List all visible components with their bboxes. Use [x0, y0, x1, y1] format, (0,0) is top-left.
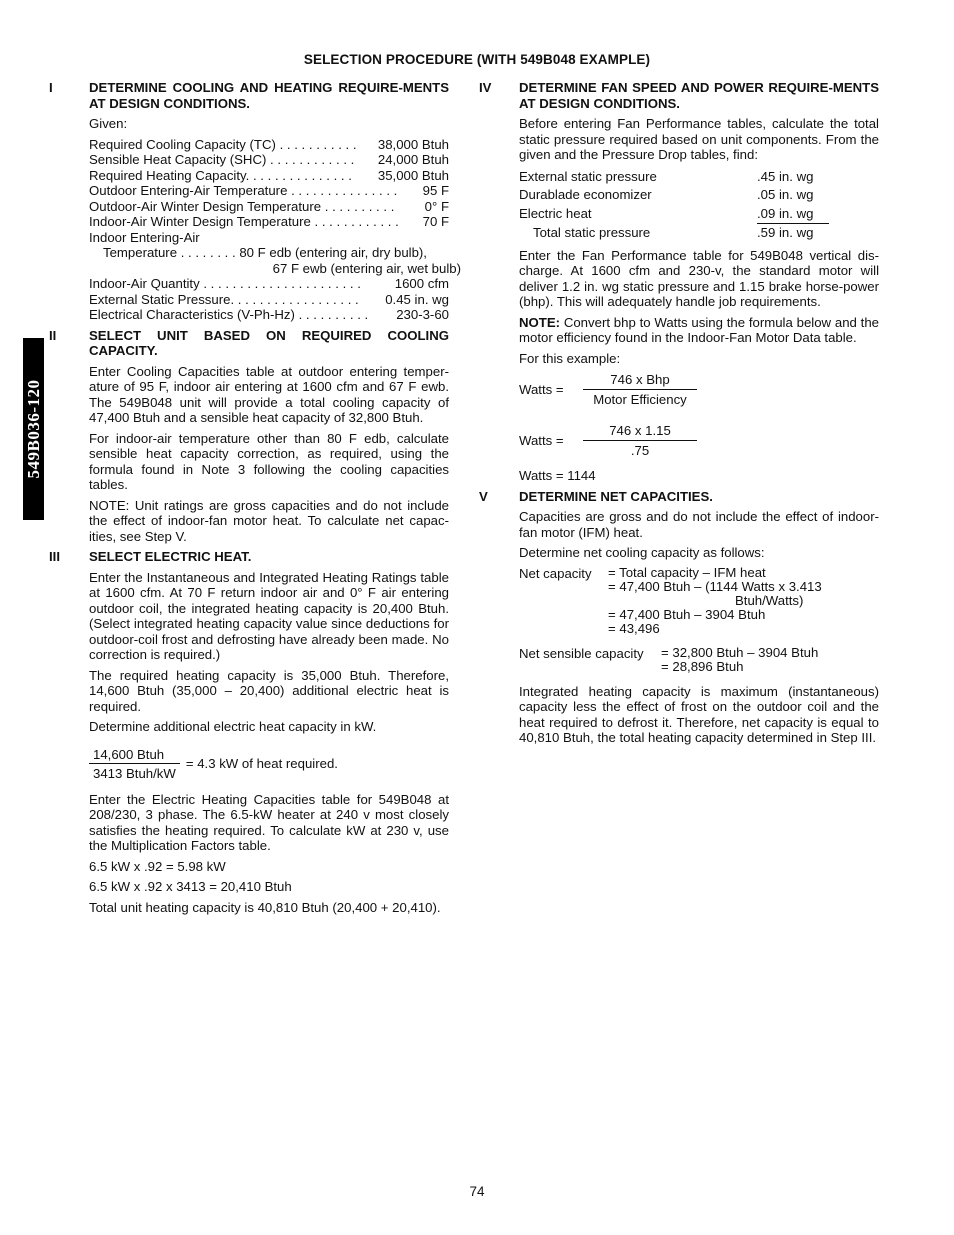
- table-row: [519, 205, 829, 224]
- note-text: Convert bhp to Watts using the formula below and the motor efficiency found in the Indoor-Fan Motor Data table.: [519, 314, 879, 345]
- formula-label: Watts =: [519, 381, 564, 397]
- section-number: III: [49, 549, 60, 564]
- section-title: DETERMINE NET CAPACITIES.: [519, 488, 713, 504]
- fraction: [89, 747, 180, 782]
- page-title: SELECTION PROCEDURE (WITH 549B048 EXAMPLE): [303, 52, 651, 67]
- given-item: Outdoor-Air Winter Design Temperature . . . . . . . . . . 0° F: [89, 198, 449, 214]
- paragraph: Enter the Instantaneous and Integrated Heating Ratings table at 1600 cfm. At 70 F return indoor air and 0° F air entering outdoor coil, the integrated heating capacity is 20,400 Btuh. (Select integrated heating capacity value since deductions for outdoor-coil frost and defrosting have already been made. No correction is required.): [89, 569, 449, 662]
- row-label: Electric heat: [519, 205, 592, 221]
- row-label: External static pressure: [519, 168, 657, 184]
- calc-line: = 28,896 Btuh: [661, 658, 744, 674]
- kw-formula: [89, 747, 449, 782]
- row-label: Durablade economizer: [519, 187, 652, 202]
- paragraph: The required heating capacity is 35,000 Btuh. Therefore, 14,600 Btuh (35,000 – 20,400) additional electric heat is required.: [89, 667, 449, 714]
- calc-label: Net capacity: [519, 565, 592, 581]
- calc-line: Btuh/Watts): [735, 592, 804, 608]
- table-total-row: [519, 224, 829, 243]
- note-paragraph: NOTE: Unit ratings are gross capacities and do not include the effect of indoor-fan motor heat. To calculate net capac-ities, see Step V.: [89, 497, 449, 544]
- calc-line: = Total capacity – IFM heat: [608, 564, 766, 580]
- given-item: Required Heating Capacity. . . . . . . . . . . . . . . 35,000 Btuh: [89, 167, 449, 183]
- row-value: .45 in. wg: [757, 168, 814, 184]
- given-item: Indoor-Air Winter Design Temperature . . . . . . . . . . . . 70 F: [89, 214, 449, 229]
- paragraph: Enter Cooling Capacities table at outdoor entering temper-ature of 95 F, indoor air entering at 1600 cfm and 67 F ewb. The 549B048 unit will provide a total cooling capacity of 47,400 Btuh and a sensible heat capacity of 32,800 Btuh.: [89, 363, 449, 425]
- section-heading-v: [479, 488, 879, 505]
- fraction-denominator: .75: [630, 442, 650, 458]
- side-tab-label: 549B036-120: [23, 379, 43, 479]
- section-heading-iii: [49, 549, 449, 565]
- fraction-numerator: 746 x Bhp: [583, 372, 697, 390]
- paragraph: Before entering Fan Performance tables, calculate the total static pressure required based on unit components. From the given and the Pressure Drop tables, find:: [519, 116, 879, 162]
- formula-label: Watts =: [519, 432, 564, 448]
- note-paragraph: [519, 315, 879, 346]
- page-number: 74: [469, 1184, 485, 1199]
- section-heading-ii: [49, 327, 449, 359]
- calc-line: = 47,400 Btuh – (1144 Watts x 3.413: [608, 578, 822, 594]
- calculation-line: Watts = 1144: [519, 468, 596, 483]
- paragraph: Determine net cooling capacity as follows:: [519, 545, 765, 560]
- static-pressure-table: [519, 168, 829, 243]
- calc-line: = 32,800 Btuh – 3904 Btuh: [661, 644, 819, 660]
- table-row: [519, 168, 829, 187]
- table-row: [519, 186, 829, 205]
- section-heading-iv: [479, 80, 879, 111]
- right-column: [479, 80, 879, 751]
- section-title: SELECT ELECTRIC HEAT.: [89, 549, 252, 564]
- paragraph: Total unit heating capacity is 40,810 Btuh (20,400 + 20,410).: [89, 899, 441, 915]
- fraction: [583, 423, 697, 458]
- row-value: .05 in. wg: [757, 187, 814, 202]
- calc-lines: [608, 566, 822, 636]
- section-number: IV: [479, 80, 492, 95]
- fraction-numerator: 14,600 Btuh: [89, 747, 180, 765]
- calculation-line: 6.5 kW x .92 x 3413 = 20,410 Btuh: [89, 879, 292, 894]
- watts-formula: [519, 372, 879, 407]
- given-item: Indoor Entering-Air: [89, 229, 200, 245]
- given-item: Outdoor Entering-Air Temperature . . . . . . . . . . . . . . . 95 F: [89, 183, 449, 198]
- note-label: NOTE:: [519, 314, 561, 330]
- paragraph: Enter the Fan Performance table for 549B048 vertical dis-charge. At 1600 cfm and 230-v, the standard motor will deliver 1.2 in. wg static pressure and 1.15 brake horse-power (bhp). This will adequately handle job requirements.: [519, 247, 879, 309]
- given-item: Sensible Heat Capacity (SHC) . . . . . . . . . . . . 24,000 Btuh: [89, 152, 449, 167]
- net-capacity-calc: [519, 566, 879, 636]
- side-tab: [23, 338, 44, 520]
- section-title: DETERMINE COOLING AND HEATING REQUIRE-MENTS AT DESIGN CONDITIONS.: [89, 80, 449, 111]
- section-number: II: [49, 327, 57, 343]
- given-item: Temperature . . . . . . . . 80 F edb (entering air, dry bulb),: [103, 245, 427, 260]
- paragraph: Capacities are gross and do not include the effect of indoor-fan motor (IFM) heat.: [519, 509, 879, 540]
- given-item: Indoor-Air Quantity . . . . . . . . . . . . . . . . . . . . . . 1600 cfm: [89, 276, 449, 291]
- calc-lines: [661, 646, 818, 674]
- given-item: Electrical Characteristics (V-Ph-Hz) . . . . . . . . . . 230-3-60: [89, 307, 449, 322]
- fraction-numerator: 746 x 1.15: [583, 423, 697, 441]
- section-title: DETERMINE FAN SPEED AND POWER REQUIRE-MENTS AT DESIGN CONDITIONS.: [519, 80, 879, 111]
- row-label: Total static pressure: [533, 224, 651, 240]
- row-value: .59 in. wg: [757, 224, 829, 243]
- paragraph: Enter the Electric Heating Capacities table for 549B048 at 208/230, 3 phase. The 6.5-kW heater at 240 v most closely satisfies the heating required. To calculate kW at 230 v, use the Multiplication Factors table.: [89, 791, 449, 853]
- fraction: [583, 372, 697, 407]
- net-sensible-capacity-calc: [519, 646, 879, 674]
- section-title: SELECT UNIT BASED ON REQUIRED COOLING CAPACITY.: [89, 327, 449, 358]
- given-item: 67 F ewb (entering air, wet bulb): [272, 260, 461, 276]
- given-item: External Static Pressure. . . . . . . . . . . . . . . . . . 0.45 in. wg: [89, 291, 449, 307]
- given-item: Required Cooling Capacity (TC) . . . . . . . . . . . 38,000 Btuh: [89, 136, 449, 152]
- left-column: [49, 80, 461, 920]
- paragraph: For this example:: [519, 350, 621, 366]
- given-list: [89, 136, 461, 323]
- calc-label: Net sensible capacity: [519, 645, 644, 661]
- row-value: .09 in. wg: [757, 205, 814, 221]
- paragraph: For indoor-air temperature other than 80 F edb, calculate sensible heat capacity correction, as required, using the formula found in Note 3 following the cooling capacities tables.: [89, 430, 449, 492]
- watts-formula: [519, 423, 879, 458]
- paragraph: Determine additional electric heat capacity in kW.: [89, 719, 377, 734]
- fraction-denominator: Motor Efficiency: [593, 391, 687, 407]
- formula-result: = 4.3 kW of heat required.: [185, 756, 338, 772]
- section-heading-i: [49, 80, 449, 111]
- calculation-line: 6.5 kW x .92 = 5.98 kW: [89, 858, 226, 874]
- section-number: I: [49, 80, 53, 95]
- calc-line: = 47,400 Btuh – 3904 Btuh: [608, 606, 766, 622]
- fraction-denominator: 3413 Btuh/kW: [93, 766, 176, 781]
- section-number: V: [479, 488, 488, 504]
- calc-line: = 43,496: [608, 620, 660, 636]
- given-label: Given:: [89, 116, 128, 131]
- paragraph: Integrated heating capacity is maximum (instantaneous) capacity less the effect of frost on the outdoor coil and the heat required to defrost it. Therefore, net capacity is equal to 40,810 Btuh, the total heating capacity determined in Step III.: [519, 683, 879, 745]
